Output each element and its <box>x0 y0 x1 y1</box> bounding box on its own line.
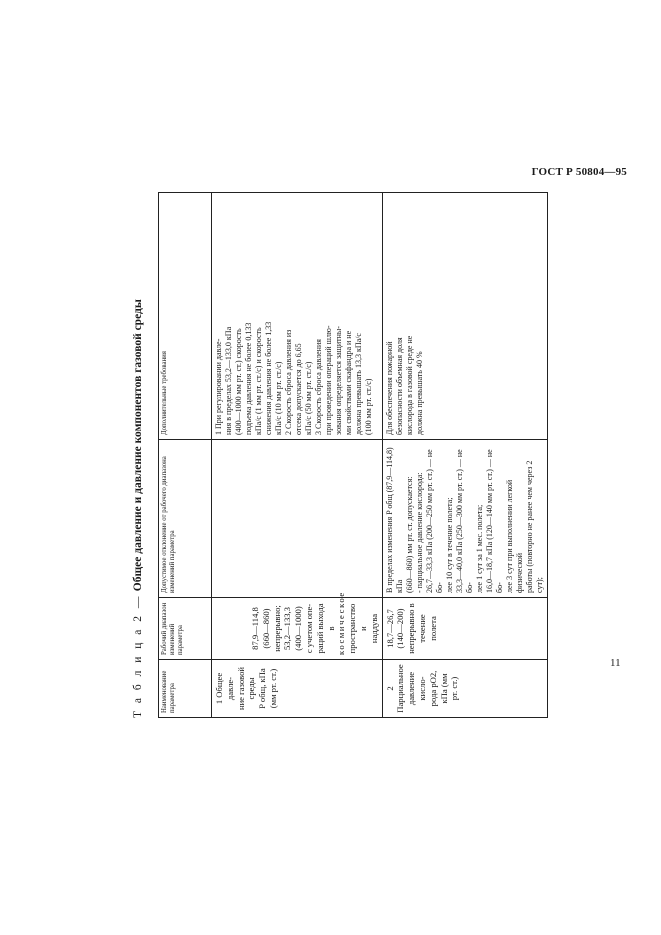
header-working-range: Рабочий диапазон изменений параметра <box>159 598 212 660</box>
table-caption-label: Т а б л и ц а 2 — <box>132 594 144 718</box>
page-number: 11 <box>610 657 621 669</box>
table-row <box>382 193 547 718</box>
row1-allowed-deviation <box>212 440 383 598</box>
rotated-table-block <box>132 193 544 718</box>
parameters-table <box>158 192 548 718</box>
table-row <box>212 193 383 718</box>
standard-id: ГОСТ Р 50804—95 <box>531 166 627 178</box>
row2-additional-requirements: Для обеспечения пожарной безопасности объемная доля кислорода в газовой среде не должна превышать 40 % <box>382 193 547 440</box>
header-parameter-name: Наименование параметра <box>159 660 212 718</box>
row1-working-range: 87,9—114,8 (660—860) непрерывно; 53,2—133,3 (400—1000) с учетом опе- раций выхода в космическое пространство и наддува <box>212 598 383 660</box>
row2-working-range: 18,7—26,7 (140—200) непрерывно в течение полета <box>382 598 547 660</box>
table-caption-title: Общее давление и давление компонентов газовой среды <box>132 299 144 592</box>
row1-parameter-name: 1 Общее давле- ние газовой среды P общ, кПа (мм рт. ст.) <box>212 660 383 718</box>
row2-parameter-name: 2 Парциальное давление кисло- рода pO2, кПа (мм рт. ст.) <box>382 660 547 718</box>
row1-additional-requirements: 1 При регулировании давле- ния в пределах 53,2—133,0 кПа (400—1000 мм рт. ст.) скорость подъема давления не более 0,133 кПа/с (1 мм рт. ст./с) и скорость снижения давления не более 1,33 кПа/с (10 мм рт. ст./с) 2 Скорость сброса давления из отсека допускается до 6,65 кПа/с (50 мм рт. ст./с) 3 Скорость сброса давления при проведении операций шлю- зования определяется защитны- ми свойствами скафандра и не должна превышать 13,3 кПа/с (100 мм рт. ст./с) <box>212 193 383 440</box>
header-allowed-deviation: Допустимое отклонение от рабочего диапазона изменений параметра <box>159 440 212 598</box>
table-caption <box>132 193 152 718</box>
row2-allowed-deviation: В пределах изменения P общ (87,9—114,8) кПа (660—860) мм рт. ст. допускается: - парциальное давление кислорода: 26,7—33,3 кПа (200—250 мм рт. ст.) — не бо- лее 10 сут в течение полета; 33,3—40,0 кПа (250—300 мм рт. ст.) — не бо- лее 1 сут за 1 мес. полета; 16,0—18,7 кПа (120—140 мм рт. ст.) — не бо- лее 3 сут при выполнении легкой физической работы (повторно не ранее чем через 2 сут); <box>382 440 547 598</box>
header-additional-requirements: Дополнительные требования <box>159 193 212 440</box>
table-header-row <box>159 193 212 718</box>
